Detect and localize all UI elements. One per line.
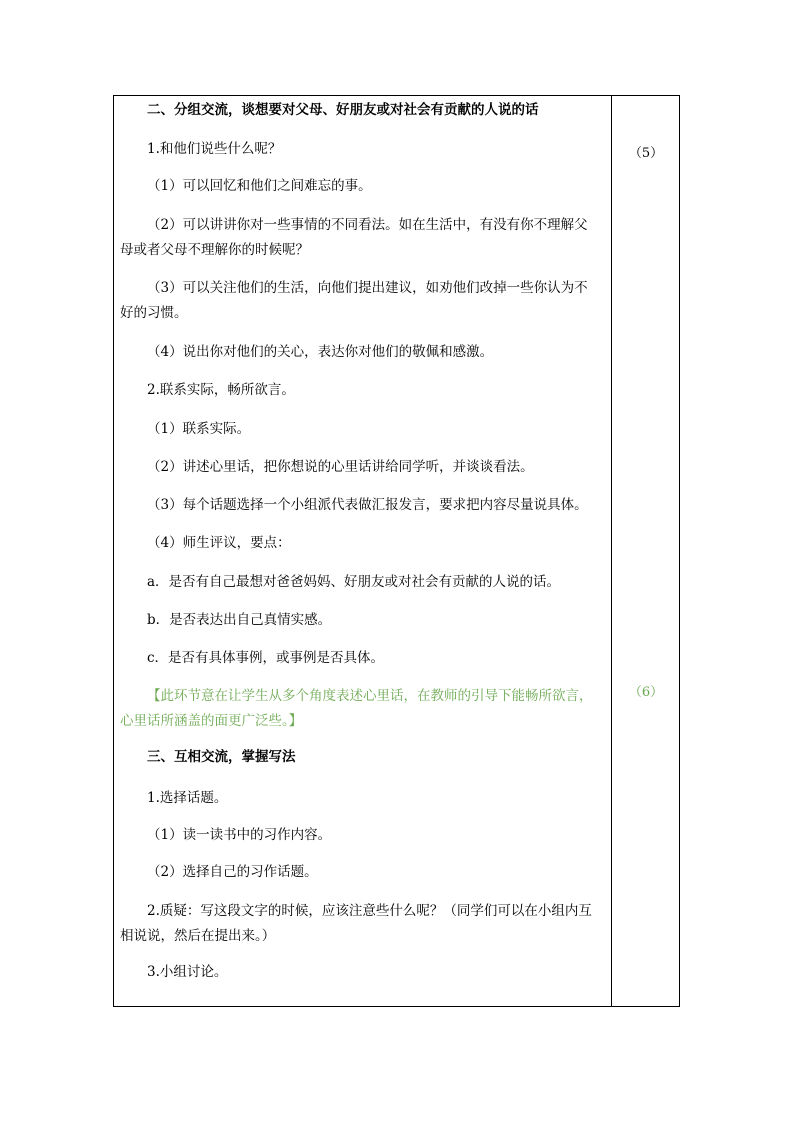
- content-line: a．是否有自己最想对爸爸妈妈、好朋友或对社会有贡献的人说的话。: [147, 574, 561, 590]
- content-line: 好的习惯。: [120, 305, 188, 321]
- content-line: （2）可以讲讲你对一些事情的不同看法。如在生活中，有没有你不理解父: [147, 217, 588, 233]
- content-line: 1.和他们说些什么呢？: [147, 141, 282, 157]
- content-line: 1.选择话题。: [147, 790, 228, 806]
- content-line: （1）可以回忆和他们之间难忘的事。: [147, 178, 372, 194]
- content-line: （1）联系实际。: [147, 421, 251, 437]
- content-line: （3）每个话题选择一个小组派代表做汇报发言，要求把内容尽量说具体。: [147, 497, 588, 513]
- content-line: 3.小组讨论。: [147, 964, 228, 980]
- content-line: b．是否表达出自己真情实感。: [147, 612, 332, 628]
- content-line: （2）选择自己的习作话题。: [147, 864, 318, 880]
- content-line: 相说说，然后在提出来。）: [120, 928, 276, 944]
- section-heading: 三、互相交流，掌握写法: [147, 749, 296, 765]
- content-line: 2.质疑：写这段文字的时候，应该注意些什么呢？（同学们可以在小组内互: [147, 903, 592, 919]
- content-line: 2.联系实际，畅所欲言。: [147, 382, 295, 398]
- step-marker: （5）: [628, 146, 664, 161]
- content-line: （4）说出你对他们的关心，表达你对他们的敬佩和感激。: [147, 344, 494, 360]
- content-line: 母或者父母不理解你的时候呢？: [120, 242, 309, 258]
- column-divider: [611, 96, 612, 1006]
- section-heading: 二、分组交流，谈想要对父母、好朋友或对社会有贡献的人说的话: [147, 102, 539, 118]
- content-line: c．是否有具体事例，或事例是否具体。: [147, 650, 385, 666]
- content-line: （2）讲述心里话，把你想说的心里话讲给同学听，并谈谈看法。: [147, 459, 534, 475]
- step-marker: （6）: [628, 685, 664, 700]
- teacher-note-line: 心里话所涵盖的面更广泛些。】: [120, 713, 303, 729]
- lesson-table: [113, 95, 680, 1007]
- content-line: （3）可以关注他们的生活，向他们提出建议，如劝他们改掉一些你认为不: [147, 280, 588, 296]
- content-line: （4）师生评议，要点：: [147, 535, 291, 551]
- teacher-note-line: 【此环节意在让学生从多个角度表述心里话，在教师的引导下能畅所欲言，: [147, 688, 593, 704]
- content-line: （1）读一读书中的习作内容。: [147, 827, 332, 843]
